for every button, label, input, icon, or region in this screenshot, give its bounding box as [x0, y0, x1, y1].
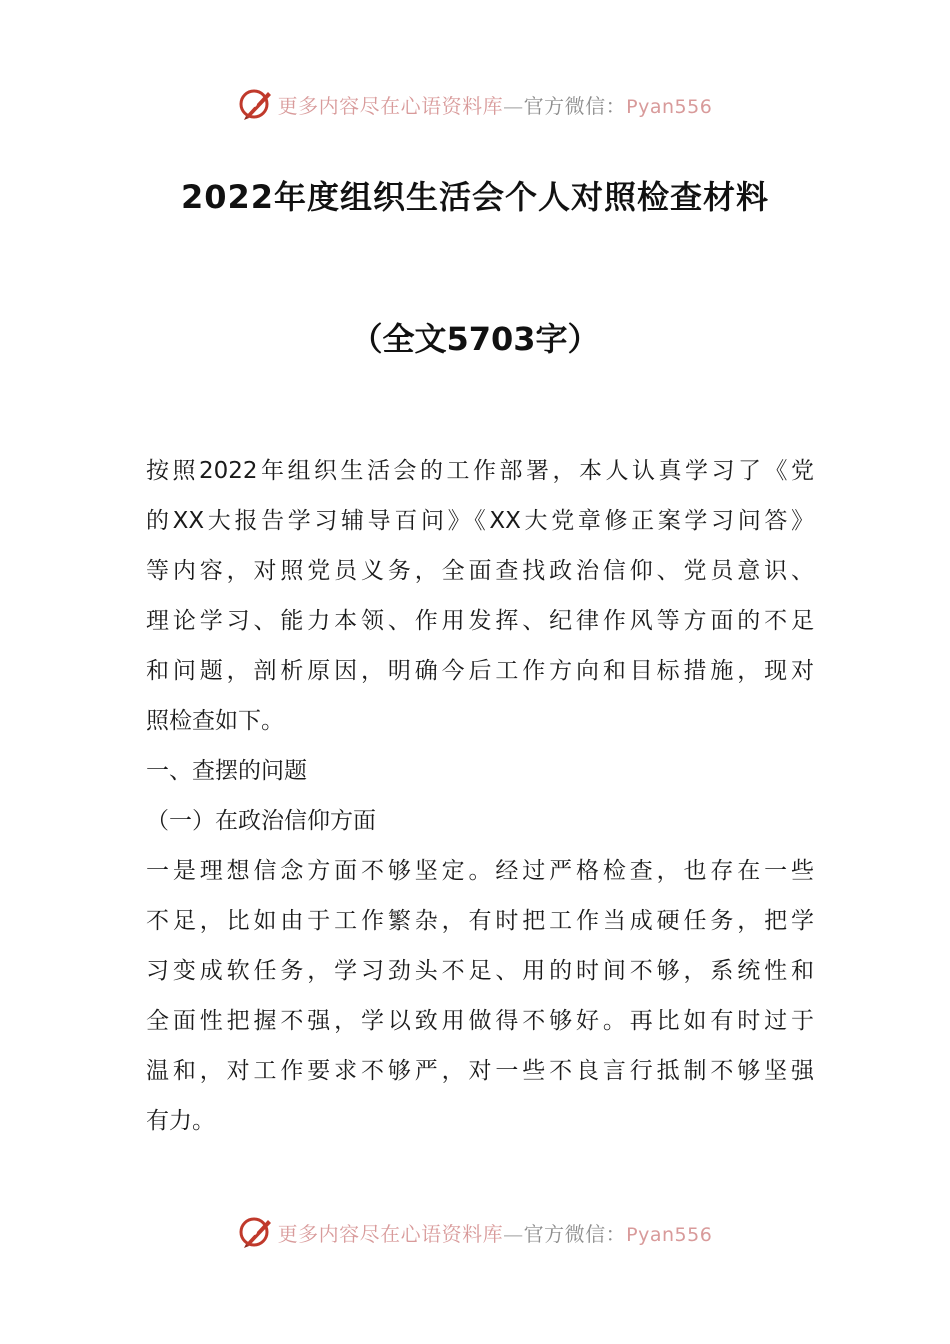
pen-circle-icon [238, 86, 274, 122]
body-line: 理论学习、能力本领、作用发挥、纪律作风等方面的不足 [146, 608, 814, 634]
watermark-main: 更多内容尽在心语资料库 [277, 1221, 504, 1246]
body-line: 照检查如下。 [146, 708, 284, 734]
watermark-text [278, 1218, 713, 1247]
watermark-account-label: 官方微信： [523, 1221, 627, 1246]
section-heading: 一、查摆的问题 [146, 758, 307, 784]
body-line: 和问题，剖析原因，明确今后工作方向和目标措施，现对 [146, 658, 814, 684]
body-line: 有力。 [146, 1108, 215, 1134]
subsection-heading: （一）在政治信仰方面 [146, 808, 376, 834]
document-body [146, 446, 814, 1146]
body-line: 温和，对工作要求不够严，对一些不良言行抵制不够坚强 [146, 1058, 814, 1084]
document-title: 2022年度组织生活会个人对照检查材料 [180, 178, 770, 216]
watermark-account-id: Pyan556 [626, 95, 713, 118]
pen-circle-icon [238, 1214, 274, 1250]
body-line: 的XX大报告学习辅导百问》《XX大党章修正案学习问答》 [146, 508, 814, 534]
body-line: 不足，比如由于工作繁杂，有时把工作当成硬任务，把学 [146, 908, 814, 934]
body-line: 等内容，对照党员义务，全面查找政治信仰、党员意识、 [146, 558, 814, 584]
watermark-dash: — [503, 93, 524, 118]
body-line: 习变成软任务，学习劲头不足、用的时间不够，系统性和 [146, 958, 814, 984]
watermark-account-label: 官方微信： [523, 93, 627, 118]
body-line: 按照2022年组织生活会的工作部署，本人认真学习了《党 [146, 458, 814, 484]
watermark-account-id: Pyan556 [626, 1223, 713, 1246]
watermark-dash: — [503, 1221, 524, 1246]
document-subtitle: （全文5703字） [350, 320, 600, 358]
header-watermark [0, 84, 950, 124]
body-line: 全面性把握不强，学以致用做得不够好。再比如有时过于 [146, 1008, 814, 1034]
watermark-text [278, 90, 713, 119]
body-line: 一是理想信念方面不够坚定。经过严格检查，也存在一些 [146, 858, 814, 884]
footer-watermark [0, 1212, 950, 1252]
watermark-main: 更多内容尽在心语资料库 [277, 93, 504, 118]
